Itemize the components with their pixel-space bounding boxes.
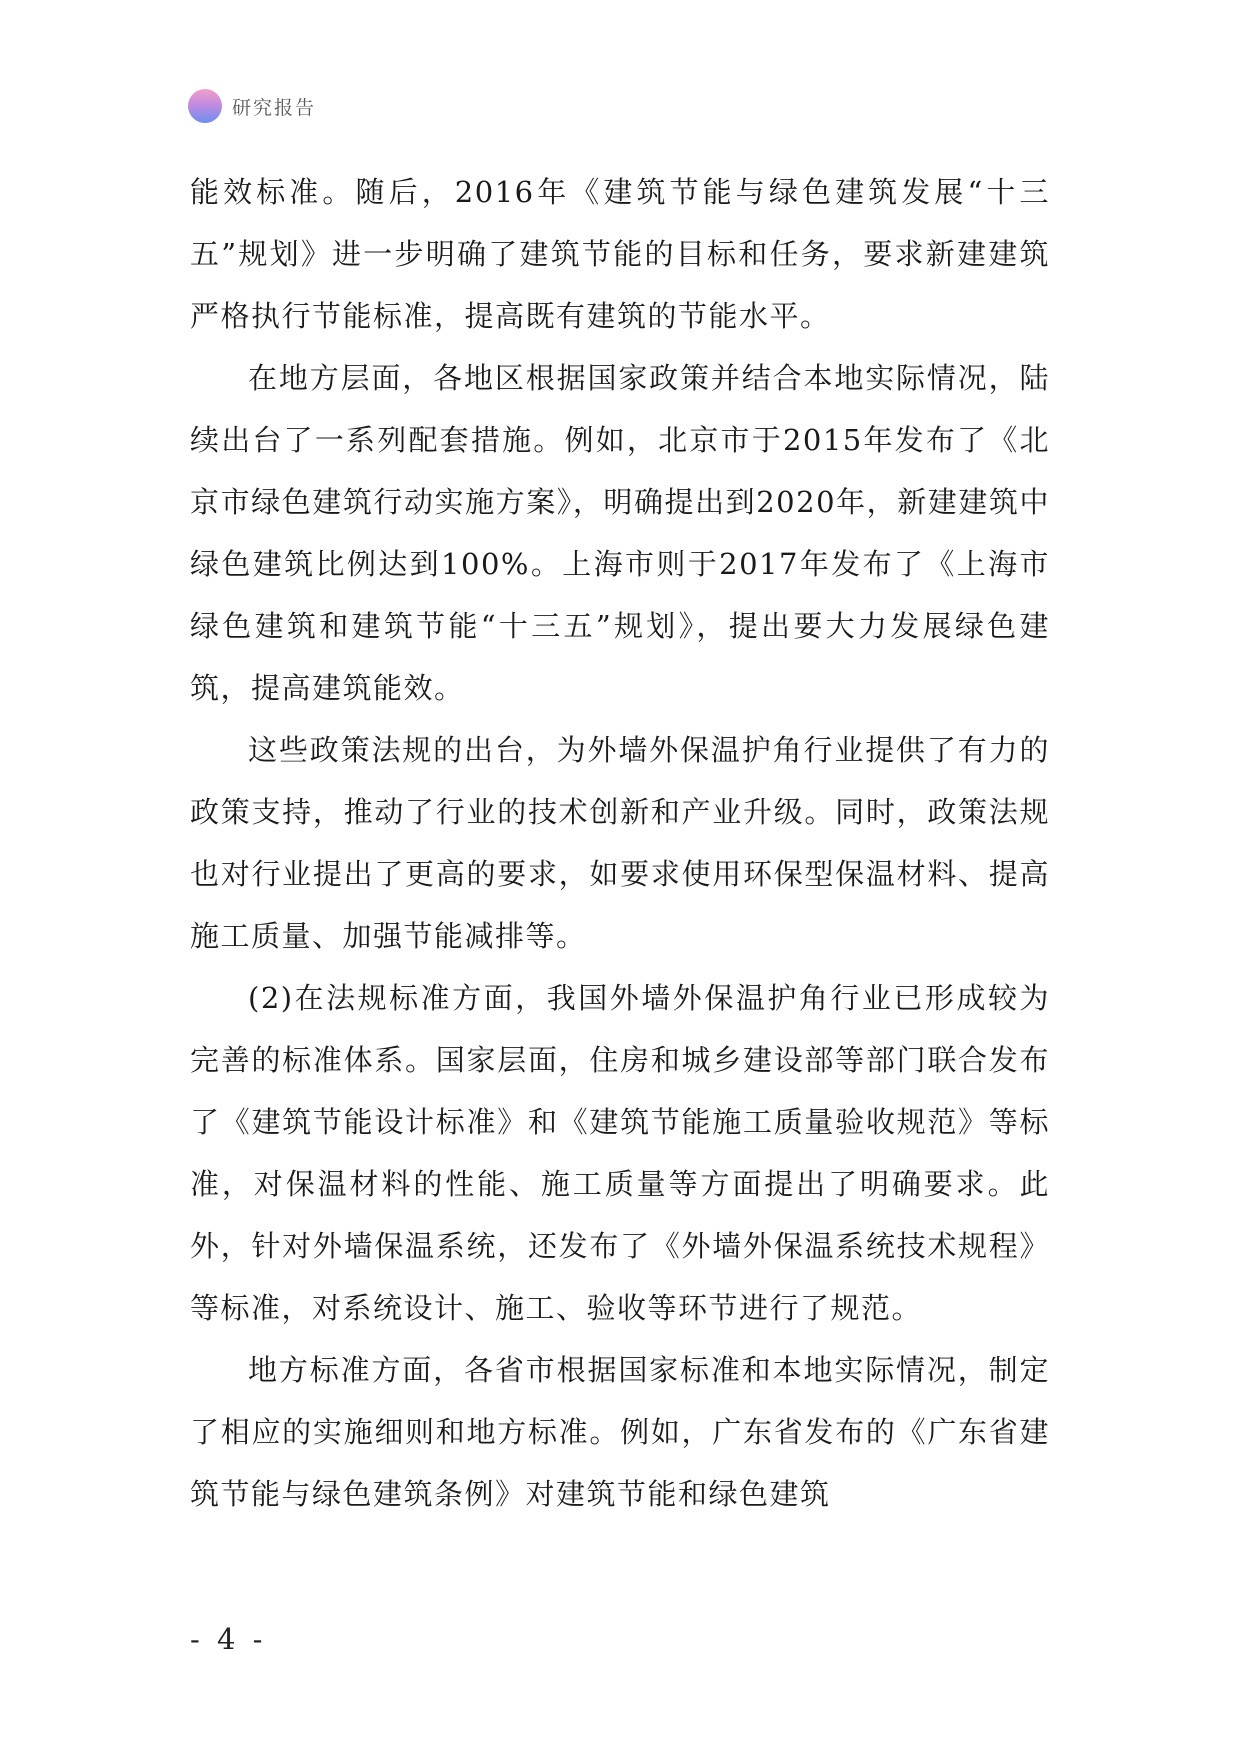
paragraph-2: 在地方层面，各地区根据国家政策并结合本地实际情况，陆续出台了一系列配套措施。例如，北京市于2015年发布了《北京市绿色建筑行动实施方案》，明确提出到2020年，新建建筑中绿色建筑比例达到100%。上海市则于2017年发布了《上海市绿色建筑和建筑节能“十三五”规划》，提出要大力发展绿色建筑，提高建筑能效。 xyxy=(190,361,1050,705)
header-title: 研究报告 xyxy=(232,96,317,119)
page-number: - 4 - xyxy=(190,1622,267,1656)
paragraph-5: 地方标准方面，各省市根据国家标准和本地实际情况，制定了相应的实施细则和地方标准。例如，广东省发布的《广东省建筑节能与绿色建筑条例》对建筑节能和绿色建筑 xyxy=(190,1353,1050,1511)
report-header xyxy=(188,88,316,124)
document-body xyxy=(190,161,1050,1525)
paragraph-4: (2)在法规标准方面，我国外墙外保温护角行业已形成较为完善的标准体系。国家层面，住房和城乡建设部等部门联合发布了《建筑节能设计标准》和《建筑节能施工质量验收规范》等标准，对保温材料的性能、施工质量等方面提出了明确要求。此外，针对外墙保温系统，还发布了《外墙外保温系统技术规程》等标准，对系统设计、施工、验收等环节进行了规范。 xyxy=(190,981,1050,1325)
paragraph-1: 能效标准。随后，2016年《建筑节能与绿色建筑发展“十三五”规划》进一步明确了建筑节能的目标和任务，要求新建建筑严格执行节能标准，提高既有建筑的节能水平。 xyxy=(190,175,1050,333)
paragraph-3: 这些政策法规的出台，为外墙外保温护角行业提供了有力的政策支持，推动了行业的技术创新和产业升级。同时，政策法规也对行业提出了更高的要求，如要求使用环保型保温材料、提高施工质量、加强节能减排等。 xyxy=(190,733,1050,953)
gradient-circle-logo-icon xyxy=(188,89,222,123)
